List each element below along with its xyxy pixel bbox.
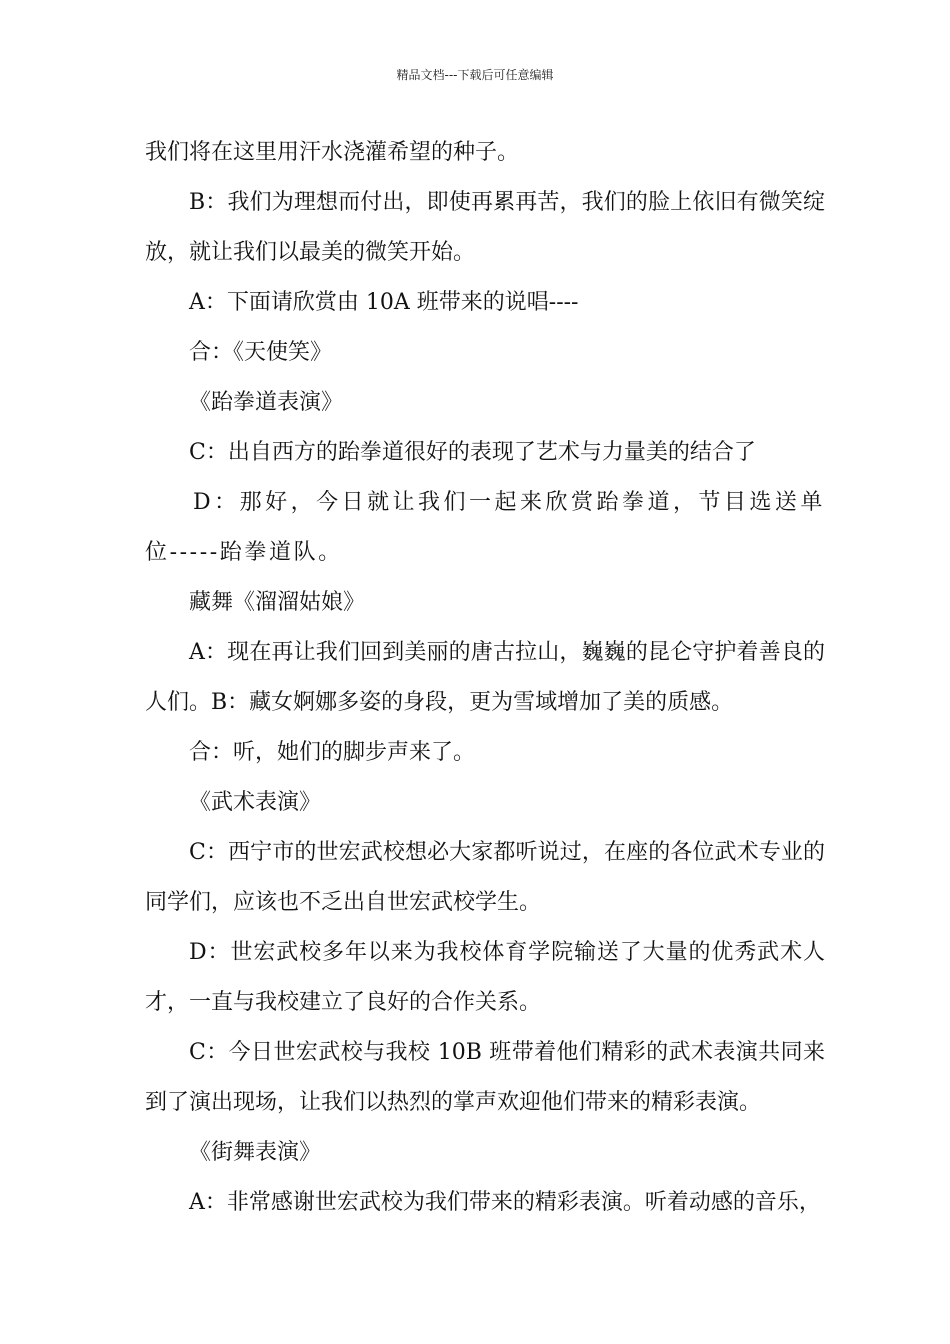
page-header: 精品文档---下载后可任意编辑 [396,68,554,82]
paragraph: A：非常感谢世宏武校为我们带来的精彩表演。听着动感的音乐， [189,1190,821,1215]
paragraph: A：下面请欣赏由 10A 班带来的说唱---- [189,290,579,315]
paragraph: D：那好，今日就让我们一起来欣赏跆拳道，节目选送单位-----跆拳道队。 [145,490,825,565]
paragraph: C：今日世宏武校与我校 10B 班带着他们精彩的武术表演共同来到了演出现场，让我们以热烈的掌声欢迎他们带来的精彩表演。 [145,1040,825,1115]
paragraph: C：出自西方的跆拳道很好的表现了艺术与力量美的结合了 [189,440,756,465]
paragraph: D：世宏武校多年以来为我校体育学院输送了大量的优秀武术人才，一直与我校建立了良好的合作关系。 [145,940,825,1015]
paragraph: B：我们为理想而付出，即使再累再苦，我们的脸上依旧有微笑绽放，就让我们以最美的微笑开始。 [145,190,825,265]
section-title: 藏舞《溜溜姑娘》 [189,590,366,615]
paragraph: 我们将在这里用汗水浇灌希望的种子。 [145,140,520,165]
paragraph: C：西宁市的世宏武校想必大家都听说过，在座的各位武术专业的同学们，应该也不乏出自世宏武校学生。 [145,840,825,915]
document-body [145,128,825,1228]
section-title: 《街舞表演》 [189,1140,322,1165]
section-title: 《跆拳道表演》 [189,390,344,415]
section-title: 《武术表演》 [189,790,322,815]
paragraph: 合：《天使笑》 [189,340,333,365]
paragraph: A：现在再让我们回到美丽的唐古拉山，巍巍的昆仑守护着善良的人们。B：藏女婀娜多姿的身段，更为雪域增加了美的质感。 [145,640,825,715]
paragraph: 合：听，她们的脚步声来了。 [189,740,476,765]
